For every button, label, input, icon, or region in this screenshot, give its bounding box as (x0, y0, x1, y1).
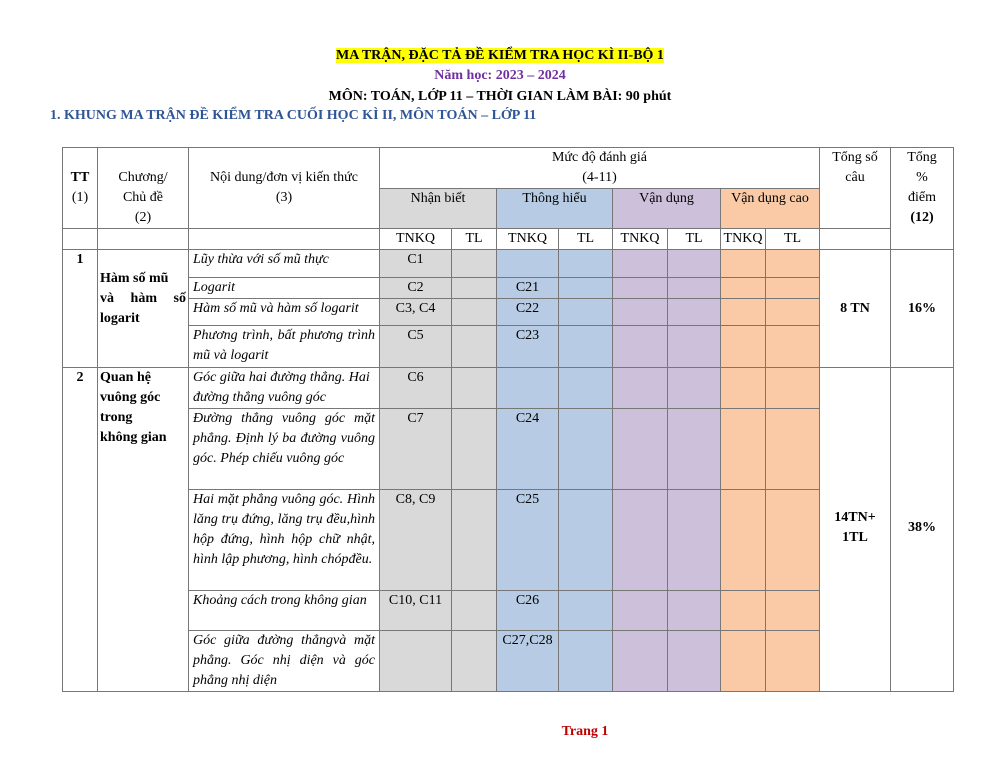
th-tl (559, 278, 613, 299)
vdc-tl (766, 409, 820, 490)
header-total-l2: câu (845, 170, 865, 185)
content-cell: Góc giữa đường thẳngvà mặt phẳng. Góc nhị diện và góc phẳng nhị diện (189, 631, 380, 692)
vd-tnkq (613, 299, 668, 326)
sub-tnkq: TNKQ (380, 229, 452, 250)
th-tnkq (497, 368, 559, 409)
vd-tnkq (613, 326, 668, 368)
vd-tnkq (613, 250, 668, 278)
th-tnkq: C23 (497, 326, 559, 368)
nb-tnkq: C3, C4 (380, 299, 452, 326)
group1-chapter-l3: logarit (100, 311, 140, 326)
vdc-tl (766, 591, 820, 631)
nb-tl (452, 368, 497, 409)
vd-tl (668, 591, 721, 631)
header-total-percent (891, 148, 954, 250)
content-cell: Logarit (189, 278, 380, 299)
sub-tl: TL (766, 229, 820, 250)
nb-tl (452, 490, 497, 591)
header-level (380, 148, 820, 189)
sub-tnkq: TNKQ (721, 229, 766, 250)
th-tl (559, 591, 613, 631)
vd-tl (668, 409, 721, 490)
th-tnkq: C24 (497, 409, 559, 490)
header-pct-l1: Tổng (907, 150, 937, 165)
th-tl (559, 326, 613, 368)
sub-tl: TL (559, 229, 613, 250)
group2-chapter (98, 368, 189, 692)
nb-tnkq: C10, C11 (380, 591, 452, 631)
sub-tl: TL (452, 229, 497, 250)
vdc-tl (766, 631, 820, 692)
group2-total-l1: 14TN+ (834, 510, 876, 525)
content-cell: Đường thẳng vuông góc mặt phẳng. Định lý ba đường vuông góc. Phép chiếu vuông góc (189, 409, 380, 490)
sub-tnkq: TNKQ (613, 229, 668, 250)
header-pct-l2: % (916, 170, 928, 185)
th-tl (559, 368, 613, 409)
header-row-3 (63, 229, 954, 250)
th-tnkq: C27,C28 (497, 631, 559, 692)
group2-chapter-l4: không gian (100, 430, 167, 445)
vdc-tnkq (721, 631, 766, 692)
level-thong-hieu: Thông hiểu (497, 189, 613, 229)
header-tt (63, 148, 98, 229)
sub-tnkq: TNKQ (497, 229, 559, 250)
vdc-tl (766, 278, 820, 299)
group1-tt: 1 (63, 250, 98, 368)
vdc-tl (766, 326, 820, 368)
vd-tnkq (613, 278, 668, 299)
group2-chapter-l1: Quan hệ (100, 370, 151, 385)
group1-chapter (98, 250, 189, 368)
group2-total (820, 368, 891, 692)
vdc-tl (766, 490, 820, 591)
nb-tnkq: C6 (380, 368, 452, 409)
nb-tnkq: C2 (380, 278, 452, 299)
th-tl (559, 490, 613, 591)
vdc-tl (766, 299, 820, 326)
vd-tl (668, 490, 721, 591)
content-cell: Hai mặt phẳng vuông góc. Hình lăng trụ đứng, lăng trụ đều,hình hộp đứng, hình hộp chữ nhật, hình lập phương, hình chópđều. (189, 490, 380, 591)
group2-chapter-l3: trong (100, 410, 133, 425)
nb-tnkq (380, 631, 452, 692)
page-number: Trang 1 (561, 724, 609, 739)
group1-percent: 16% (891, 250, 954, 368)
nb-tl (452, 326, 497, 368)
content-cell: Phương trình, bất phương trình mũ và logarit (189, 326, 380, 368)
group1-total: 8 TN (820, 250, 891, 368)
content-cell: Khoảng cách trong không gian (189, 591, 380, 631)
header-tt-num: (1) (71, 190, 89, 205)
vdc-tnkq (721, 368, 766, 409)
vd-tl (668, 326, 721, 368)
th-tl (559, 299, 613, 326)
group2-tt: 2 (63, 368, 98, 692)
header-content-label: Nội dung/đơn vị kiến thức (210, 170, 358, 185)
th-tl (559, 250, 613, 278)
vd-tnkq (613, 591, 668, 631)
header-chapter-l2: Chủ đề (122, 190, 164, 205)
vdc-tnkq (721, 299, 766, 326)
table-row (63, 368, 954, 409)
vd-tl (668, 368, 721, 409)
th-tl (559, 409, 613, 490)
header-tt-label: TT (70, 170, 90, 185)
header-total-l1: Tổng số (832, 150, 878, 165)
th-tnkq: C22 (497, 299, 559, 326)
th-tl (559, 631, 613, 692)
spacer (98, 229, 189, 250)
spacer (820, 229, 891, 250)
content-cell: Lũy thừa với số mũ thực (189, 250, 380, 278)
matrix-table (62, 147, 954, 692)
vd-tl (668, 299, 721, 326)
table-row (63, 250, 954, 278)
header-content-num: (3) (275, 190, 293, 205)
vdc-tl (766, 368, 820, 409)
nb-tl (452, 409, 497, 490)
vd-tnkq (613, 490, 668, 591)
nb-tl (452, 299, 497, 326)
nb-tl (452, 278, 497, 299)
level-van-dung: Vận dụng (613, 189, 721, 229)
group2-total-l2: 1TL (842, 530, 868, 545)
header-level-num: (4-11) (582, 170, 617, 185)
vd-tl (668, 278, 721, 299)
header-chapter-l1: Chương/ (118, 170, 168, 185)
vdc-tnkq (721, 490, 766, 591)
group2-chapter-l2: vuông góc (100, 390, 161, 405)
group1-chapter-l1: Hàm số mũ (100, 271, 169, 286)
section-heading: 1. KHUNG MA TRẬN ĐỀ KIỂM TRA CUỐI HỌC KÌ II, MÔN TOÁN – LỚP 11 (50, 108, 537, 123)
nb-tl (452, 631, 497, 692)
vd-tl (668, 631, 721, 692)
vd-tnkq (613, 631, 668, 692)
nb-tl (452, 250, 497, 278)
vdc-tnkq (721, 326, 766, 368)
vdc-tl (766, 250, 820, 278)
vd-tnkq (613, 368, 668, 409)
content-cell: Góc giữa hai đường thẳng. Hai đường thẳng vuông góc (189, 368, 380, 409)
header-chapter-num: (2) (134, 210, 152, 225)
nb-tnkq: C1 (380, 250, 452, 278)
nb-tnkq: C8, C9 (380, 490, 452, 591)
vdc-tnkq (721, 409, 766, 490)
header-chapter (98, 148, 189, 229)
subject-line: MÔN: TOÁN, LỚP 11 – THỜI GIAN LÀM BÀI: 90 phút (328, 89, 672, 104)
header-pct-l3: điểm (908, 190, 936, 205)
vdc-tnkq (721, 250, 766, 278)
header-row-1 (63, 148, 954, 189)
header-total-count (820, 148, 891, 229)
vdc-tnkq (721, 278, 766, 299)
nb-tnkq: C5 (380, 326, 452, 368)
header-content (189, 148, 380, 229)
group1-chapter-l2: và hàm số (100, 291, 186, 306)
th-tnkq: C21 (497, 278, 559, 299)
vd-tnkq (613, 409, 668, 490)
content-cell: Hàm số mũ và hàm số logarit (189, 299, 380, 326)
spacer (63, 229, 98, 250)
th-tnkq: C26 (497, 591, 559, 631)
header-pct-num: (12) (910, 210, 934, 225)
document-title: MA TRẬN, ĐẶC TẢ ĐỀ KIỂM TRA HỌC KÌ II-BỘ 1 (336, 48, 664, 63)
level-van-dung-cao: Vận dụng cao (721, 189, 820, 229)
nb-tl (452, 591, 497, 631)
group2-percent: 38% (891, 368, 954, 692)
vd-tl (668, 250, 721, 278)
th-tnkq (497, 250, 559, 278)
sub-tl: TL (668, 229, 721, 250)
school-year: Năm học: 2023 – 2024 (434, 68, 566, 83)
level-nhan-biet: Nhận biết (380, 189, 497, 229)
vdc-tnkq (721, 591, 766, 631)
spacer (189, 229, 380, 250)
header-level-label: Mức độ đánh giá (551, 150, 648, 165)
nb-tnkq: C7 (380, 409, 452, 490)
th-tnkq: C25 (497, 490, 559, 591)
